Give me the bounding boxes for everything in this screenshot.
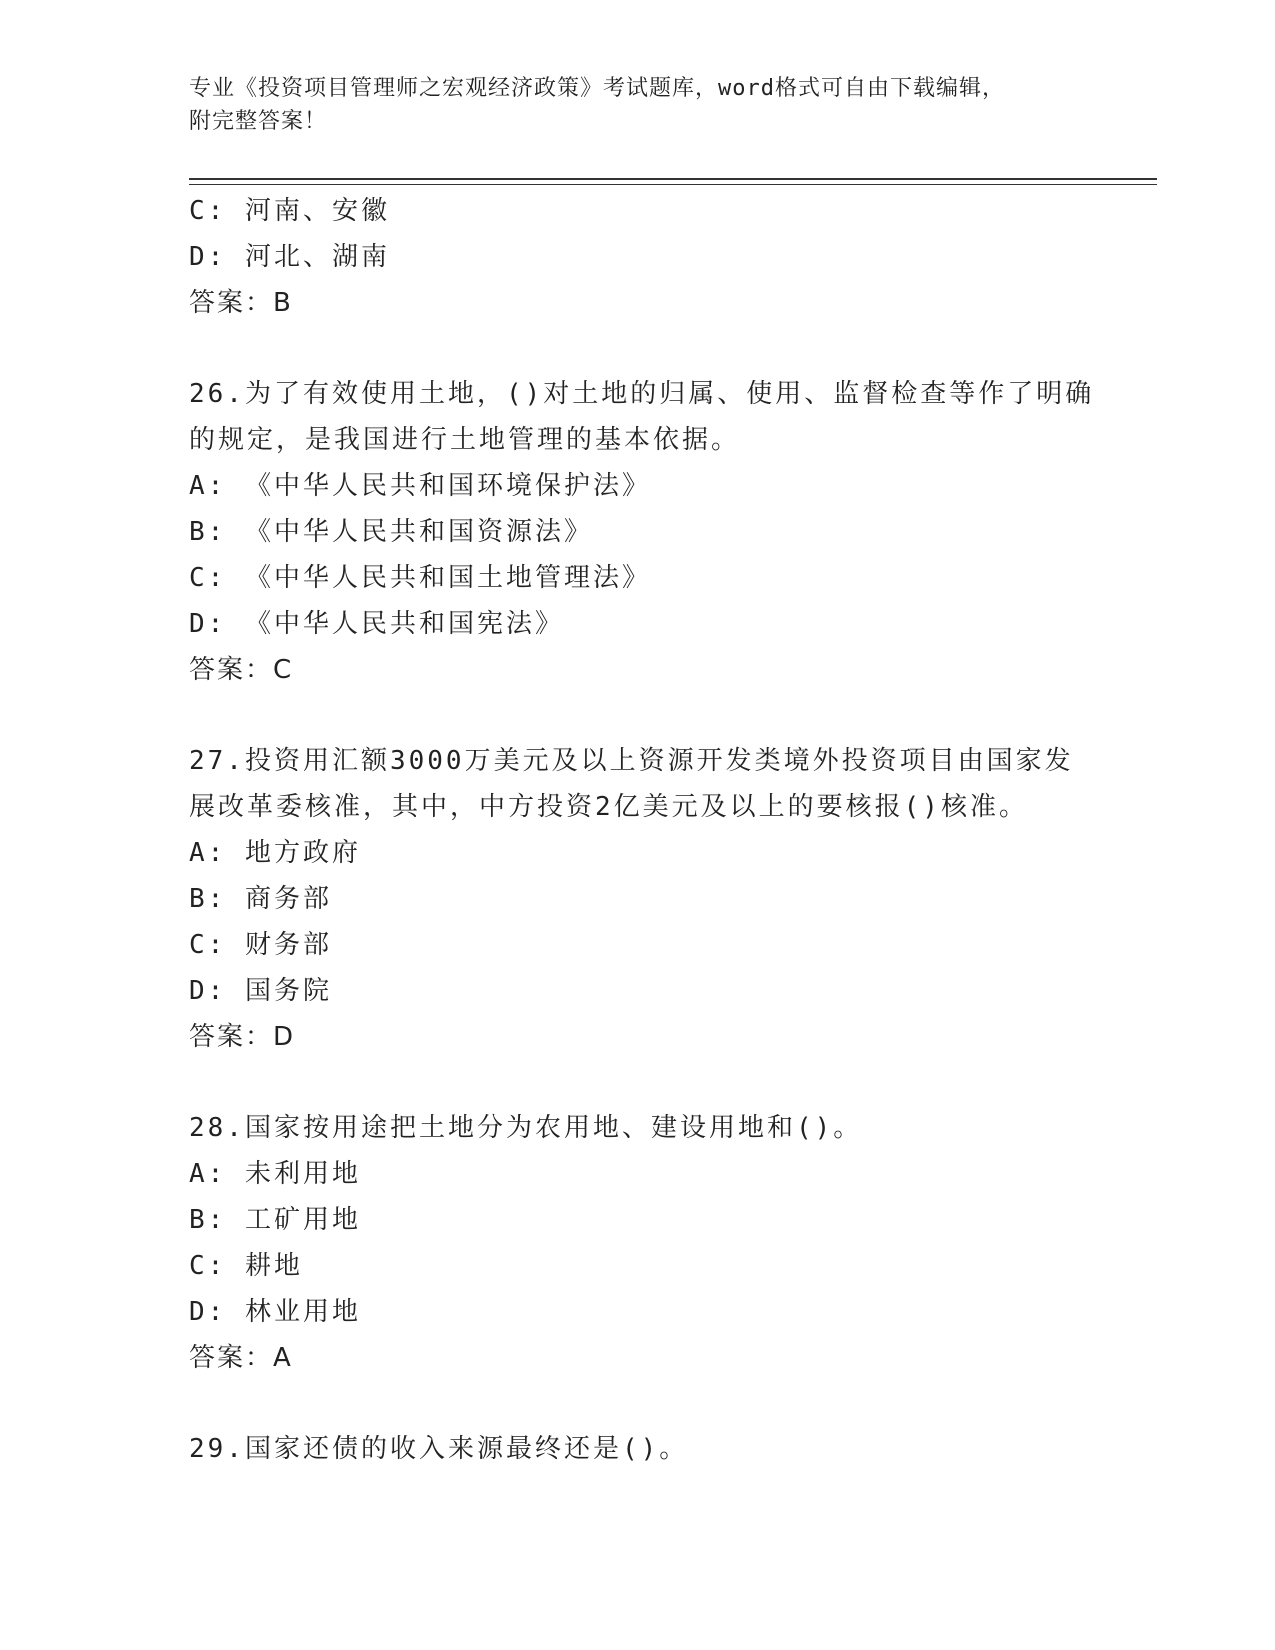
option-d: D: 林业用地 — [189, 1297, 361, 1327]
option-c: C: 财务部 — [189, 930, 332, 960]
option-a: A: 未利用地 — [189, 1159, 361, 1189]
option-d: D: 河北、湖南 — [189, 242, 390, 272]
question-29 — [189, 1426, 1089, 1472]
header-divider-thin — [189, 184, 1157, 185]
option-c: C: 耕地 — [189, 1251, 303, 1281]
answer: 答案：B — [189, 288, 293, 318]
question-28 — [189, 1105, 1089, 1381]
spacer — [189, 1381, 1089, 1426]
question-stem-continued: 展改革委核准，其中，中方投资2亿美元及以上的要核报()核准。 — [189, 792, 1028, 822]
question-26 — [189, 371, 1095, 693]
option-d: D: 国务院 — [189, 976, 332, 1006]
option-b: B: 商务部 — [189, 884, 332, 914]
document-header — [189, 72, 1069, 138]
option-b: B: 《中华人民共和国资源法》 — [189, 517, 593, 547]
header-line-1: 专业《投资项目管理师之宏观经济政策》考试题库，word格式可自由下载编辑， — [189, 76, 1005, 101]
question-stem-continued: 的规定，是我国进行土地管理的基本依据。 — [189, 425, 741, 455]
spacer — [189, 326, 1089, 371]
answer: 答案：C — [189, 655, 294, 685]
spacer — [189, 1060, 1089, 1105]
question-list — [189, 188, 1095, 1472]
question-stem: 27.投资用汇额3000万美元及以上资源开发类境外投资项目由国家发 — [189, 746, 1074, 776]
option-a: A: 地方政府 — [189, 838, 361, 868]
question-25 — [189, 188, 1089, 326]
header-divider-thick — [189, 178, 1157, 180]
option-c: C: 《中华人民共和国土地管理法》 — [189, 563, 651, 593]
option-a: A: 《中华人民共和国环境保护法》 — [189, 471, 651, 501]
answer: 答案：A — [189, 1343, 293, 1373]
spacer — [189, 693, 1089, 738]
question-27 — [189, 738, 1089, 1060]
answer: 答案：D — [189, 1022, 296, 1052]
header-line-2: 附完整答案！ — [189, 109, 328, 134]
question-stem: 29.国家还债的收入来源最终还是()。 — [189, 1434, 689, 1464]
option-b: B: 工矿用地 — [189, 1205, 361, 1235]
option-c: C: 河南、安徽 — [189, 196, 390, 226]
option-d: D: 《中华人民共和国宪法》 — [189, 609, 564, 639]
question-stem: 26.为了有效使用土地，()对土地的归属、使用、监督检查等作了明确 — [189, 379, 1095, 409]
question-stem: 28.国家按用途把土地分为农用地、建设用地和()。 — [189, 1113, 863, 1143]
